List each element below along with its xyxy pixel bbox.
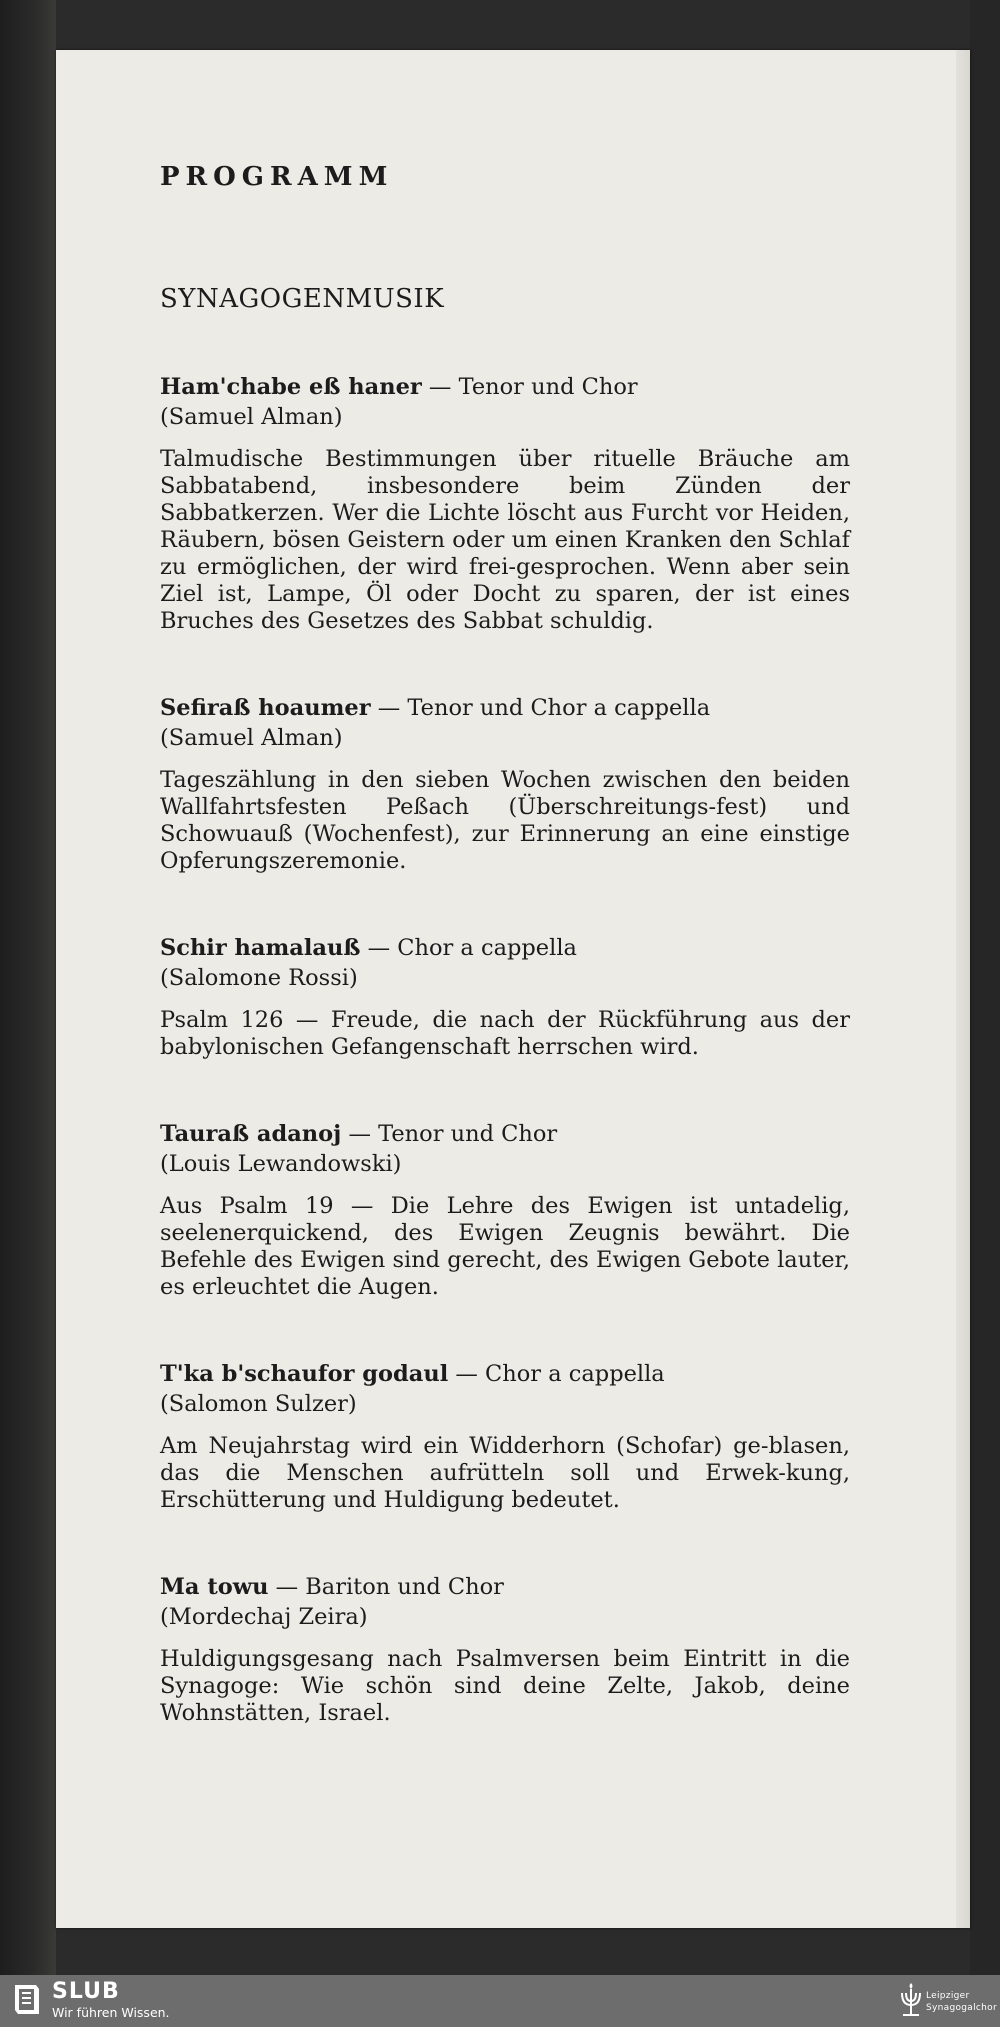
menorah-logo-icon	[898, 1981, 924, 2021]
piece-composer: (Salomon Sulzer)	[160, 1391, 357, 1417]
page-fold-edge	[956, 50, 970, 1928]
piece-composer: (Samuel Alman)	[160, 725, 343, 751]
scan-background-left	[0, 0, 56, 1975]
scan-background-right	[970, 0, 1000, 1975]
piece-title-line	[160, 372, 850, 402]
piece-description: Aus Psalm 19 — Die Lehre des Ewigen ist untadelig, seelenerquickend, des Ewigen Zeugnis bewährt. Die Befehle des Ewigen sind gerecht, des Ewigen Gebote lauter, es erleuchtet die Augen.	[160, 1193, 850, 1300]
piece-title: Tauraß adanoj	[160, 1121, 342, 1147]
piece-composer: (Louis Lewandowski)	[160, 1151, 402, 1177]
piece-scoring: — Chor a cappella	[448, 1361, 665, 1387]
piece-scoring: — Tenor und Chor a cappella	[370, 695, 711, 721]
piece-composer: (Samuel Alman)	[160, 404, 343, 430]
piece-description: Am Neujahrstag wird ein Widderhorn (Schofar) ge-blasen, das die Menschen aufrütteln soll und Erwek-kung, Erschütterung und Huldigung bedeutet.	[160, 1433, 850, 1513]
footer-bar	[0, 1975, 1000, 2027]
slub-logo-icon[interactable]	[12, 1983, 42, 2017]
piece-description: Talmudische Bestimmungen über rituelle Bräuche am Sabbatabend, insbesondere beim Zünden der Sabbatkerzen. Wer die Lichte löscht aus Furcht vor Heiden, Räubern, bösen Geistern oder um einen Kranken den Schlaf zu ermöglichen, der wird frei-gesprochen. Wenn aber sein Ziel ist, Lampe, Öl oder Docht zu sparen, der ist eines Bruches des Gesetzes des Sabbat schuldig.	[160, 446, 850, 634]
program-piece	[160, 372, 850, 635]
piece-composer: (Salomone Rossi)	[160, 965, 358, 991]
piece-title: Schir hamalauß	[160, 935, 361, 961]
choir-name-line1: Leipziger	[926, 1991, 970, 2001]
piece-description: Huldigungsgesang nach Psalmversen beim Eintritt in die Synagoge: Wie schön sind deine Zelte, Jakob, deine Wohnstätten, Israel.	[160, 1646, 850, 1726]
piece-scoring: — Bariton und Chor	[268, 1574, 504, 1600]
piece-description: Tageszählung in den sieben Wochen zwischen den beiden Wallfahrtsfesten Peßach (Überschreitungs-fest) und Schowuauß (Wochenfest), zur Erinnerung an eine einstige Opferungszeremonie.	[160, 767, 850, 874]
document-page	[56, 50, 970, 1928]
piece-title-line	[160, 1119, 850, 1149]
program-piece	[160, 1119, 850, 1301]
program-piece	[160, 1359, 850, 1514]
piece-scoring: — Tenor und Chor	[341, 1121, 558, 1147]
piece-description: Psalm 126 — Freude, die nach der Rückführung aus der babylonischen Gefangenschaft herrschen wird.	[160, 1007, 850, 1060]
piece-scoring: — Tenor und Chor	[421, 374, 638, 400]
section-heading: SYNAGOGENMUSIK	[160, 284, 445, 314]
program-heading: PROGRAMM	[160, 162, 394, 192]
piece-scoring: — Chor a cappella	[360, 935, 577, 961]
piece-title-line	[160, 1359, 850, 1389]
piece-title-line	[160, 933, 850, 963]
program-piece	[160, 933, 850, 1061]
piece-composer: (Mordechaj Zeira)	[160, 1604, 368, 1630]
piece-title-line	[160, 1572, 850, 1602]
library-tagline: Wir führen Wissen.	[52, 2005, 170, 2020]
piece-title: Ma towu	[160, 1574, 269, 1600]
library-name[interactable]: SLUB	[52, 1979, 120, 2004]
program-piece	[160, 693, 850, 875]
piece-title: Sefiraß hoaumer	[160, 695, 371, 721]
piece-title: T'ka b'schaufor godaul	[160, 1361, 449, 1387]
program-piece	[160, 1572, 850, 1727]
choir-name-line2: Synagogalchor	[926, 2003, 997, 2013]
piece-title-line	[160, 693, 850, 723]
program-content	[160, 162, 850, 1785]
piece-title: Ham'chabe eß haner	[160, 374, 422, 400]
